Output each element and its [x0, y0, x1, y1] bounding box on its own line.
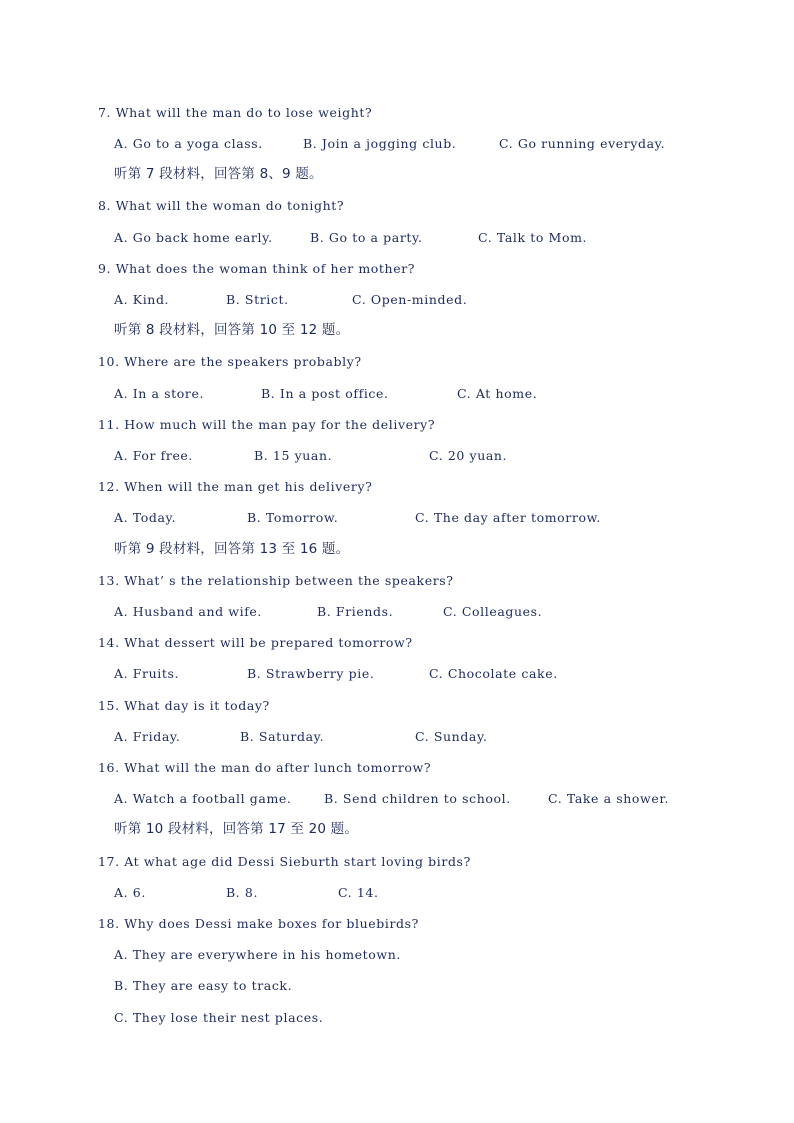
- q13-option-b: B. Friends.: [317, 604, 394, 619]
- question-11: 11. How much will the man pay for the delivery?: [98, 417, 436, 432]
- q9-option-c: C. Open-minded.: [352, 292, 468, 307]
- question-10: 10. Where are the speakers probably?: [98, 354, 362, 369]
- section-heading-13-16: 听第 9 段材料，回答第 13 至 16 题。: [114, 541, 350, 557]
- q15-option-c: C. Sunday.: [415, 729, 488, 744]
- q18-option-a: A. They are everywhere in his hometown.: [114, 947, 401, 962]
- question-17: 17. At what age did Dessi Sieburth start loving birds?: [98, 854, 471, 869]
- q15-option-b: B. Saturday.: [240, 729, 325, 744]
- q9-option-a: A. Kind.: [114, 292, 170, 307]
- question-12: 12. When will the man get his delivery?: [98, 479, 373, 494]
- q12-option-b: B. Tomorrow.: [247, 510, 339, 525]
- q18-option-b: B. They are easy to track.: [114, 978, 293, 993]
- question-18: 18. Why does Dessi make boxes for bluebirds?: [98, 916, 419, 931]
- q10-option-c: C. At home.: [457, 386, 538, 401]
- question-13: 13. What’ s the relationship between the speakers?: [98, 573, 454, 588]
- q8-option-c: C. Talk to Mom.: [478, 230, 588, 245]
- question-16: 16. What will the man do after lunch tomorrow?: [98, 760, 432, 775]
- question-8: 8. What will the woman do tonight?: [98, 198, 345, 213]
- q14-option-a: A. Fruits.: [114, 666, 180, 681]
- q11-option-a: A. For free.: [114, 448, 194, 463]
- question-15: 15. What day is it today?: [98, 698, 270, 713]
- q16-option-c: C. Take a shower.: [548, 791, 670, 806]
- q9-option-b: B. Strict.: [226, 292, 289, 307]
- q11-option-b: B. 15 yuan.: [254, 448, 333, 463]
- question-7: 7. What will the man do to lose weight?: [98, 105, 373, 120]
- q12-option-a: A. Today.: [114, 510, 177, 525]
- q14-option-b: B. Strawberry pie.: [247, 666, 375, 681]
- q15-option-a: A. Friday.: [114, 729, 181, 744]
- q7-option-b: B. Join a jogging club.: [303, 136, 457, 151]
- q18-option-c: C. They lose their nest places.: [114, 1010, 324, 1025]
- q13-option-c: C. Colleagues.: [443, 604, 543, 619]
- question-14: 14. What dessert will be prepared tomorrow?: [98, 635, 413, 650]
- q8-option-a: A. Go back home early.: [114, 230, 273, 245]
- q11-option-c: C. 20 yuan.: [429, 448, 508, 463]
- q14-option-c: C. Chocolate cake.: [429, 666, 558, 681]
- q8-option-b: B. Go to a party.: [310, 230, 423, 245]
- q16-option-b: B. Send children to school.: [324, 791, 511, 806]
- q17-option-b: B. 8.: [226, 885, 259, 900]
- section-heading-17-20: 听第 10 段材料，回答第 17 至 20 题。: [114, 821, 359, 837]
- q16-option-a: A. Watch a football game.: [114, 791, 292, 806]
- q7-option-a: A. Go to a yoga class.: [114, 136, 263, 151]
- q10-option-b: B. In a post office.: [261, 386, 389, 401]
- q13-option-a: A. Husband and wife.: [114, 604, 262, 619]
- q17-option-a: A. 6.: [114, 885, 146, 900]
- q17-option-c: C. 14.: [338, 885, 379, 900]
- q10-option-a: A. In a store.: [114, 386, 205, 401]
- question-9: 9. What does the woman think of her mother?: [98, 261, 416, 276]
- q7-option-c: C. Go running everyday.: [499, 136, 666, 151]
- q12-option-c: C. The day after tomorrow.: [415, 510, 601, 525]
- section-heading-8-9: 听第 7 段材料，回答第 8、9 题。: [114, 166, 323, 182]
- section-heading-10-12: 听第 8 段材料，回答第 10 至 12 题。: [114, 322, 350, 338]
